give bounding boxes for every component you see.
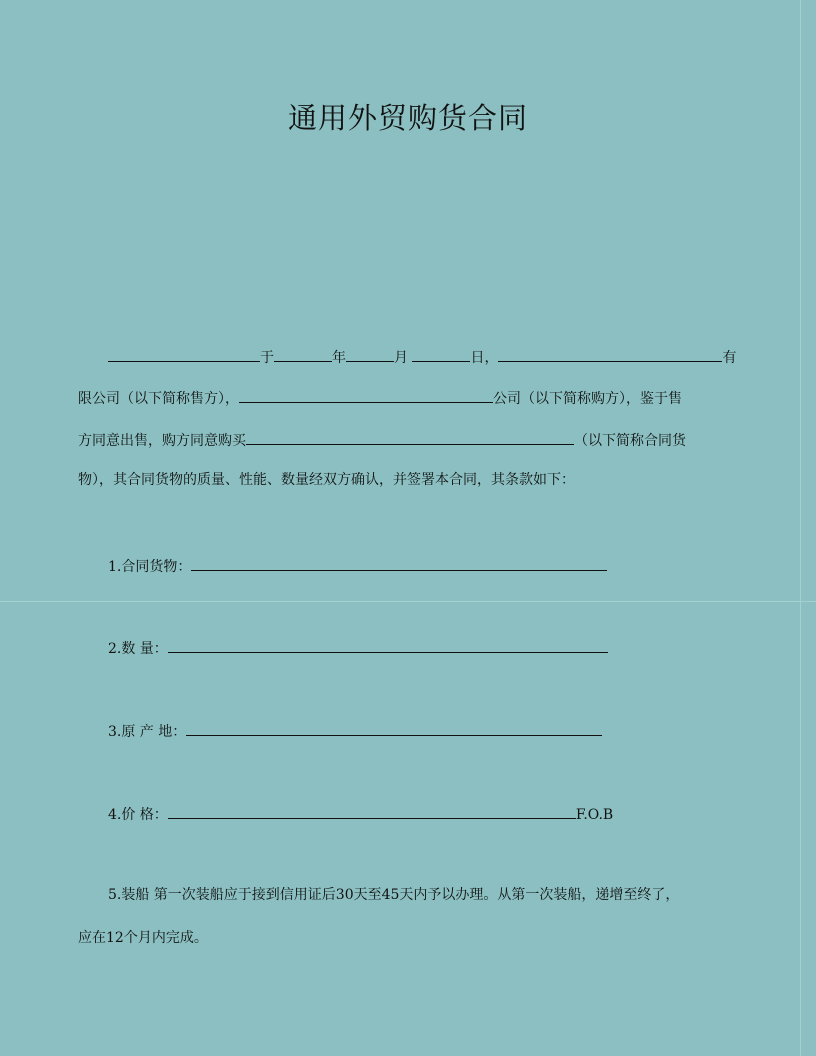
year-blank[interactable] bbox=[274, 345, 332, 362]
intro-line-3 bbox=[78, 428, 686, 451]
item-quantity bbox=[108, 636, 608, 659]
shipment-line-2: 应在12个月内完成。 bbox=[78, 930, 208, 946]
month-blank[interactable] bbox=[346, 345, 394, 362]
seller-name-blank[interactable] bbox=[108, 345, 260, 362]
item-label: 1.合同货物： bbox=[108, 559, 192, 575]
text-goods-abbr: （以下简称合同货 bbox=[574, 433, 686, 449]
item-label: 3.原 产 地： bbox=[108, 724, 187, 740]
page-divider bbox=[0, 601, 816, 602]
text-yu: 于 bbox=[260, 350, 274, 366]
text-seller-abbr: 限公司（以下简称售方）， bbox=[78, 391, 239, 407]
document-title: 通用外贸购货合同 bbox=[287, 101, 528, 135]
buyer-company-blank[interactable] bbox=[239, 386, 493, 403]
item-label: 2.数 量： bbox=[108, 641, 168, 657]
text-day: 日， bbox=[470, 350, 499, 366]
price-term: F.O.B bbox=[575, 807, 614, 823]
origin-blank[interactable] bbox=[186, 719, 602, 736]
contract-goods-blank[interactable] bbox=[191, 554, 607, 571]
price-blank[interactable] bbox=[168, 802, 576, 819]
item-contract-goods bbox=[108, 554, 607, 577]
seller-company-blank[interactable] bbox=[498, 345, 722, 362]
quantity-blank[interactable] bbox=[168, 636, 608, 653]
text-year: 年 bbox=[332, 350, 346, 366]
shipment-line-1: 5.装船 第一次装船应于接到信用证后30天至45天内予以办理。从第一次装船，递增至终了， bbox=[108, 887, 680, 903]
text-you: 有 bbox=[722, 350, 737, 366]
intro-line-1 bbox=[108, 345, 736, 368]
item-label: 4.价 格： bbox=[108, 807, 168, 823]
page-edge bbox=[800, 0, 801, 1056]
item-origin bbox=[108, 719, 602, 742]
intro-line-4: 物），其合同货物的质量、性能、数量经双方确认，并签署本合同，其条款如下： bbox=[78, 472, 575, 488]
day-blank[interactable] bbox=[412, 345, 470, 362]
text-agree: 方同意出售，购方同意购买 bbox=[78, 433, 246, 449]
text-buyer-abbr: 公司（以下简称购方），鉴于售 bbox=[493, 391, 682, 407]
item-price bbox=[108, 802, 613, 825]
goods-blank[interactable] bbox=[246, 428, 574, 445]
intro-line-2 bbox=[78, 386, 682, 409]
text-month: 月 bbox=[394, 350, 408, 366]
